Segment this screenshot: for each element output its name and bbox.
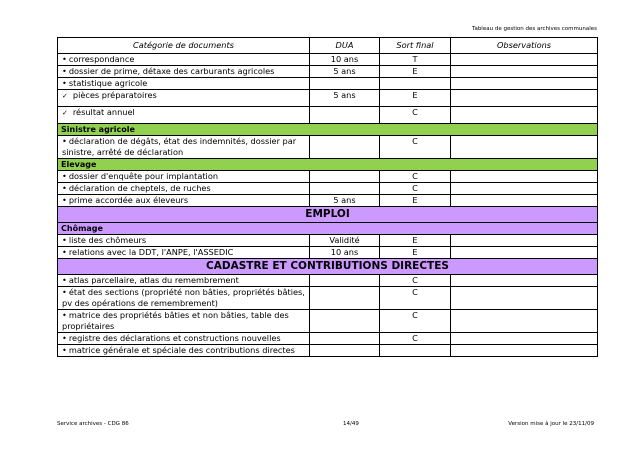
category-cell: • dossier d'enquête pour implantation [58, 171, 310, 183]
section-row-cadastre [58, 259, 598, 275]
observations-cell [451, 333, 598, 345]
dua-cell [310, 107, 380, 124]
category-cell: • matrice générale et spéciale des contributions directes [58, 345, 310, 357]
table-row [58, 235, 598, 247]
dua-cell: 10 ans [310, 247, 380, 259]
table-row [58, 54, 598, 66]
dua-cell: 10 ans [310, 54, 380, 66]
observations-cell [451, 90, 598, 107]
subcategory-cell: ✓ pièces préparatoires [58, 90, 310, 107]
dua-cell: 5 ans [310, 90, 380, 107]
table-row [58, 247, 598, 259]
category-cell: • prime accordée aux éleveurs [58, 195, 310, 207]
category-cell: • statistique agricole [58, 78, 310, 90]
sort-final-cell [380, 78, 451, 90]
footer-service: Service archives - CDG 86 [57, 421, 129, 427]
category-cell: • déclaration de cheptels, de ruches [58, 183, 310, 195]
dua-cell [310, 333, 380, 345]
category-cell: • atlas parcellaire, atlas du remembrement [58, 275, 310, 287]
column-header-categorie: Catégorie de documents [58, 38, 310, 54]
observations-cell [451, 275, 598, 287]
section-label: Chômage [58, 223, 598, 235]
table-row [58, 183, 598, 195]
sort-final-cell: E [380, 235, 451, 247]
dua-cell: 5 ans [310, 195, 380, 207]
section-label: Elevage [58, 159, 598, 171]
observations-cell [451, 107, 598, 124]
observations-cell [451, 287, 598, 310]
section-title: CADASTRE ET CONTRIBUTIONS DIRECTES [58, 259, 598, 275]
sort-final-cell: C [380, 107, 451, 124]
table-row [58, 275, 598, 287]
table-row [58, 333, 598, 345]
table-row [58, 107, 598, 124]
dua-cell [310, 310, 380, 333]
sort-final-cell: C [380, 333, 451, 345]
observations-cell [451, 136, 598, 159]
table-row [58, 310, 598, 333]
section-row-chomage [58, 223, 598, 235]
sort-final-cell: E [380, 247, 451, 259]
dua-cell [310, 78, 380, 90]
sort-final-cell: C [380, 183, 451, 195]
footer-page-number: 14/49 [343, 421, 359, 427]
dua-cell [310, 287, 380, 310]
section-row-emploi [58, 207, 598, 223]
page-header-title: Tableau de gestion des archives communales [472, 26, 597, 32]
observations-cell [451, 183, 598, 195]
table-row [58, 66, 598, 78]
dua-cell [310, 183, 380, 195]
observations-cell [451, 345, 598, 357]
category-cell: • liste des chômeurs [58, 235, 310, 247]
table-row [58, 136, 598, 159]
sort-final-cell: C [380, 275, 451, 287]
column-header-observations: Observations [451, 38, 598, 54]
table-row [58, 78, 598, 90]
observations-cell [451, 171, 598, 183]
sort-final-cell: E [380, 66, 451, 78]
table-row [58, 171, 598, 183]
sort-final-cell [380, 345, 451, 357]
category-cell: • relations avec la DDT, l'ANPE, l'ASSEDIC [58, 247, 310, 259]
column-header-sort-final: Sort final [380, 38, 451, 54]
table-row [58, 195, 598, 207]
category-cell: • matrice des propriétés bâties et non bâties, table des propriétaires [58, 310, 310, 333]
dua-cell: Validité [310, 235, 380, 247]
table-header-row [58, 38, 598, 54]
observations-cell [451, 247, 598, 259]
section-row-elevage [58, 159, 598, 171]
sort-final-cell: E [380, 195, 451, 207]
category-cell: • dossier de prime, détaxe des carburants agricoles [58, 66, 310, 78]
observations-cell [451, 66, 598, 78]
category-cell: • état des sections (propriété non bâties, propriétés bâties, pv des opérations de remembrement) [58, 287, 310, 310]
section-label: Sinistre agricole [58, 124, 598, 136]
subcategory-cell: ✓ résultat annuel [58, 107, 310, 124]
sort-final-cell: E [380, 90, 451, 107]
sort-final-cell: C [380, 171, 451, 183]
footer-version: Version mise à jour le 23/11/09 [508, 421, 594, 427]
observations-cell [451, 78, 598, 90]
observations-cell [451, 54, 598, 66]
observations-cell [451, 310, 598, 333]
sort-final-cell: C [380, 287, 451, 310]
section-row-sinistre-agricole [58, 124, 598, 136]
dua-cell [310, 345, 380, 357]
section-title: EMPLOI [58, 207, 598, 223]
dua-cell [310, 136, 380, 159]
category-cell: • déclaration de dégâts, état des indemnités, dossier par sinistre, arrêté de déclaration [58, 136, 310, 159]
sort-final-cell: C [380, 136, 451, 159]
archives-table [57, 37, 598, 357]
table-row [58, 345, 598, 357]
dua-cell: 5 ans [310, 66, 380, 78]
category-cell: • correspondance [58, 54, 310, 66]
observations-cell [451, 235, 598, 247]
table-row [58, 287, 598, 310]
column-header-dua: DUA [310, 38, 380, 54]
observations-cell [451, 195, 598, 207]
table-row [58, 90, 598, 107]
dua-cell [310, 171, 380, 183]
dua-cell [310, 275, 380, 287]
category-cell: • registre des déclarations et constructions nouvelles [58, 333, 310, 345]
sort-final-cell: C [380, 310, 451, 333]
sort-final-cell: T [380, 54, 451, 66]
